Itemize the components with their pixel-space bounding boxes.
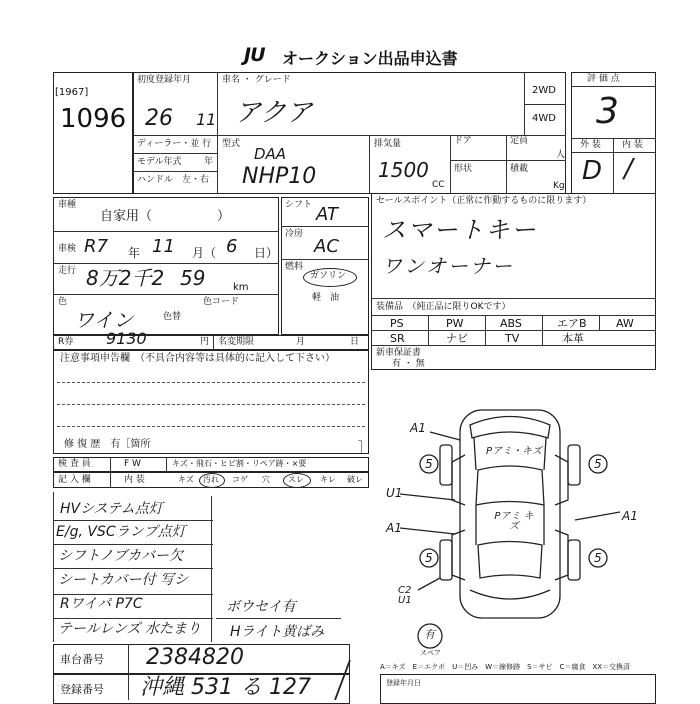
- first-reg-label: 初度登録年月: [137, 75, 192, 85]
- ext-label: 外 装: [580, 140, 601, 150]
- equip-airbag: エアB: [557, 317, 587, 330]
- car-name: アクア: [235, 98, 313, 128]
- drive-4wd: 4WD: [532, 113, 556, 124]
- inspection-day: 6: [226, 236, 238, 257]
- first-reg-year: 26: [145, 106, 173, 131]
- displacement: 1500: [378, 158, 429, 182]
- dmg-label-rl-tire: 5: [425, 551, 433, 565]
- model-year-unit: 年: [204, 157, 214, 167]
- int-label: 内 装: [622, 140, 643, 150]
- equip-aw: AW: [616, 317, 634, 330]
- model-year-label: モデル年式: [137, 157, 182, 167]
- warranty-label: 新車保証書: [376, 348, 422, 358]
- name-change-day: 日: [350, 337, 360, 347]
- remark-3: シフトノブカバー欠: [58, 548, 184, 564]
- header-logo: JU: [244, 44, 265, 66]
- selling-line-1: スマートキー: [382, 216, 538, 244]
- damage-legend: A＝キズ E＝エクボ U＝凹み W＝線修跡 S＝サビ C＝腐食 XX＝交換済: [380, 663, 631, 671]
- fuel-light: 軽 油: [312, 293, 340, 303]
- record-hole: 穴: [262, 475, 270, 484]
- drive-2wd: 2WD: [532, 85, 556, 96]
- inspection-era: R7: [84, 236, 108, 257]
- dmg-label-left-u1: U1: [386, 486, 403, 500]
- name-change-month: 月: [296, 337, 306, 347]
- first-reg-month: 11: [196, 110, 217, 129]
- dmg-label-roof: Pアミ キズ: [494, 511, 534, 532]
- remark-4: シートカバー付 写シ: [58, 572, 189, 588]
- remark-1: HVシステム点灯: [60, 501, 163, 517]
- lot-code: [1967]: [55, 87, 89, 98]
- cc-unit: CC: [432, 180, 445, 190]
- dmg-label-fl-tire: 5: [425, 457, 433, 471]
- chassis-label: 車台番号: [60, 653, 104, 666]
- record-burn: コゲ: [232, 475, 248, 484]
- inspection-label: 車検: [58, 244, 77, 254]
- kg-unit: Kg: [553, 181, 565, 191]
- record-interior: 内 装: [124, 475, 145, 485]
- recycle-label: R券: [58, 337, 74, 347]
- door-label: ドア: [454, 136, 472, 146]
- remark-6: テールレンズ 水たまり: [58, 621, 202, 637]
- load-label: 積載: [510, 164, 529, 174]
- record-label: 記 入 欄: [58, 475, 91, 485]
- record-wear: スレ: [288, 475, 304, 484]
- record-rip: 破レ: [347, 475, 363, 484]
- inspector-marks: キズ・飛石・ヒビ割・リペア跡・×要: [172, 459, 307, 468]
- int-grade: /: [624, 154, 633, 184]
- dmg-label-fr-tire: 5: [594, 457, 602, 471]
- dmg-label-left-a1: A1: [386, 521, 402, 535]
- inspection-day-unit: 日）: [254, 246, 279, 260]
- type-prefix: DAA: [254, 145, 287, 163]
- warranty-value: 有 ・ 無: [392, 359, 425, 369]
- lot-number: 1096: [60, 104, 127, 134]
- spare-label: スペア: [420, 649, 441, 657]
- plate-value: 沖縄 531 る 127: [140, 675, 311, 700]
- fuel-gas: ガソリン: [310, 271, 347, 281]
- mileage-value: 8万2千2: [86, 266, 165, 290]
- header-title: オークション出品申込書: [282, 49, 458, 68]
- reg-date-label: 登録年月日: [386, 679, 421, 687]
- dmg-label-right-a1: A1: [622, 509, 638, 523]
- mileage-value-2: 59: [180, 266, 206, 290]
- equip-leather: 本革: [562, 332, 584, 345]
- equip-sr: SR: [390, 332, 405, 345]
- inspection-month-unit: 月（: [192, 246, 217, 260]
- record-dirt: 汚れ: [203, 475, 219, 484]
- remark-right-1: ボウセイ有: [226, 599, 296, 615]
- capacity-label: 定員: [510, 136, 529, 146]
- equip-abs: ABS: [500, 317, 522, 330]
- handle-label: ハンドル 左・右: [137, 175, 210, 185]
- paint-label: 色替: [163, 312, 182, 322]
- chassis-value: 2384820: [146, 645, 244, 670]
- dmg-label-front: A1: [410, 421, 426, 435]
- dmg-label-rear: C2 U1: [398, 585, 412, 606]
- repair-label: 修 復 歴 有［箇所: [64, 439, 151, 450]
- inspection-year-unit: 年: [128, 246, 141, 260]
- displacement-label: 排気量: [374, 139, 402, 149]
- rating-label: 評 価 点: [587, 74, 620, 84]
- equip-navi: ナビ: [446, 332, 468, 345]
- recycle-row: [53, 335, 369, 350]
- recycle-yen: 円: [200, 337, 210, 347]
- shift-label: シフト: [285, 200, 313, 210]
- color-label: 色: [58, 297, 68, 307]
- selling-line-2: ワンオーナー: [382, 254, 514, 278]
- dmg-label-hood: Pアミ・キズ: [486, 446, 542, 457]
- color-code-label: 色コード: [203, 297, 240, 307]
- shape-label: 形状: [454, 164, 473, 174]
- spare-yes: 有: [424, 628, 435, 641]
- ac-label: 冷房: [285, 229, 304, 239]
- usage-value: 自家用（ ）: [100, 209, 231, 224]
- type-code: NHP10: [242, 164, 317, 189]
- inspection-month: 11: [152, 236, 175, 257]
- inspector-fw: F W: [124, 459, 141, 469]
- rating-score: 3: [596, 91, 619, 132]
- mileage-unit: km: [233, 282, 249, 293]
- recycle-value: 9130: [106, 329, 147, 348]
- car-name-label: 車名 ・ グレード: [222, 75, 291, 85]
- ac-value: AC: [314, 236, 339, 257]
- type-label: 型式: [222, 139, 241, 149]
- remark-5: Rワイパ P7C: [60, 596, 143, 612]
- name-change-label: 名変期限: [218, 337, 255, 347]
- color-value: ワイン: [74, 308, 134, 332]
- usage-label: 車種: [58, 200, 77, 210]
- inspector-label: 検 査 員: [58, 459, 91, 469]
- notes-label: 注意事項申告欄 （不具合内容等は具体的に記入して下さい）: [60, 353, 335, 364]
- fuel-label: 燃料: [285, 262, 304, 272]
- dmg-label-rr-tire: 5: [594, 551, 602, 565]
- ext-grade: D: [582, 156, 603, 186]
- remark-2: E/g, VSCランプ点灯: [56, 524, 186, 540]
- dealer-label: ディーラー・並 行: [137, 139, 212, 149]
- equip-tv: TV: [505, 332, 520, 345]
- mileage-label: 走行: [58, 266, 77, 276]
- equip-ps: PS: [390, 317, 404, 330]
- equipment-label: 装備品 （純正品に限りOKです）: [376, 302, 511, 312]
- person-unit: 人: [556, 150, 566, 160]
- record-scratch: キズ: [178, 475, 194, 484]
- record-tear: キレ: [320, 475, 336, 484]
- plate-label: 登録番号: [60, 683, 104, 696]
- shift-value: AT: [316, 204, 338, 225]
- remark-right-2: Hライト黄ばみ: [230, 624, 325, 640]
- equip-pw: PW: [446, 317, 464, 330]
- selling-label: セールスポイント（正常に作動するものに限ります）: [376, 196, 592, 206]
